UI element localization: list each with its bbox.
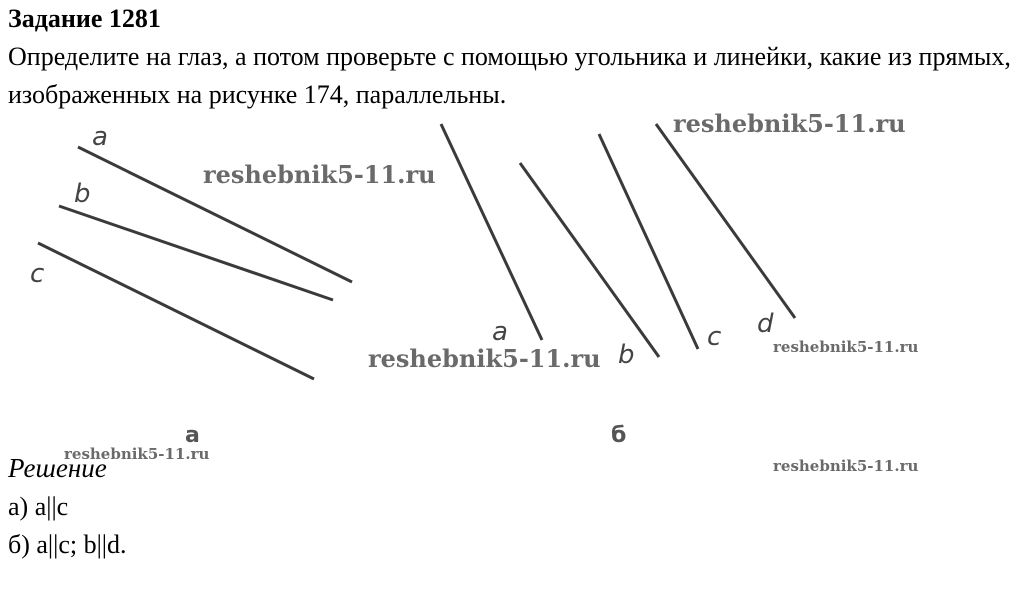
figure-174 <box>0 110 1025 460</box>
watermark-1: reshebnik5-11.ru <box>203 160 436 189</box>
figure-b <box>441 124 795 448</box>
fig-a-line-c <box>38 243 314 379</box>
fig-b-label-a: a <box>492 317 508 347</box>
watermark-row <box>0 455 1025 475</box>
fig-a-label-a: a <box>92 122 108 152</box>
fig-b-line-d <box>656 124 795 318</box>
fig-b-line-b <box>520 163 659 357</box>
fig-b-label-c: c <box>707 322 722 352</box>
fig-b-caption: б <box>611 423 627 448</box>
fig-b-label-b: b <box>618 340 635 370</box>
solution-heading: Решение <box>8 453 107 483</box>
watermark-5: reshebnik5-11.ru <box>64 445 210 460</box>
fig-b-line-c <box>599 134 698 349</box>
task-title: Задание 1281 <box>8 4 161 33</box>
answer-b: б) a||c; b||d. <box>8 530 127 559</box>
watermark-3: reshebnik5-11.ru <box>368 344 601 373</box>
watermark-6: reshebnik5-11.ru <box>773 457 919 475</box>
fig-b-label-d: d <box>757 309 774 339</box>
task-statement: Определите на глаз, а потом проверьте с помощью угольника и линейки, какие из прямых, изображенных на рисунке 174, параллельны. <box>8 42 1011 109</box>
fig-b-line-a <box>441 124 542 340</box>
fig-a-label-c: c <box>30 259 45 289</box>
watermark-2: reshebnik5-11.ru <box>673 110 906 138</box>
fig-a-caption: а <box>185 423 200 448</box>
answer-a: а) a||c <box>8 492 69 521</box>
fig-a-label-b: b <box>74 179 91 209</box>
watermark-4: reshebnik5-11.ru <box>773 338 919 356</box>
